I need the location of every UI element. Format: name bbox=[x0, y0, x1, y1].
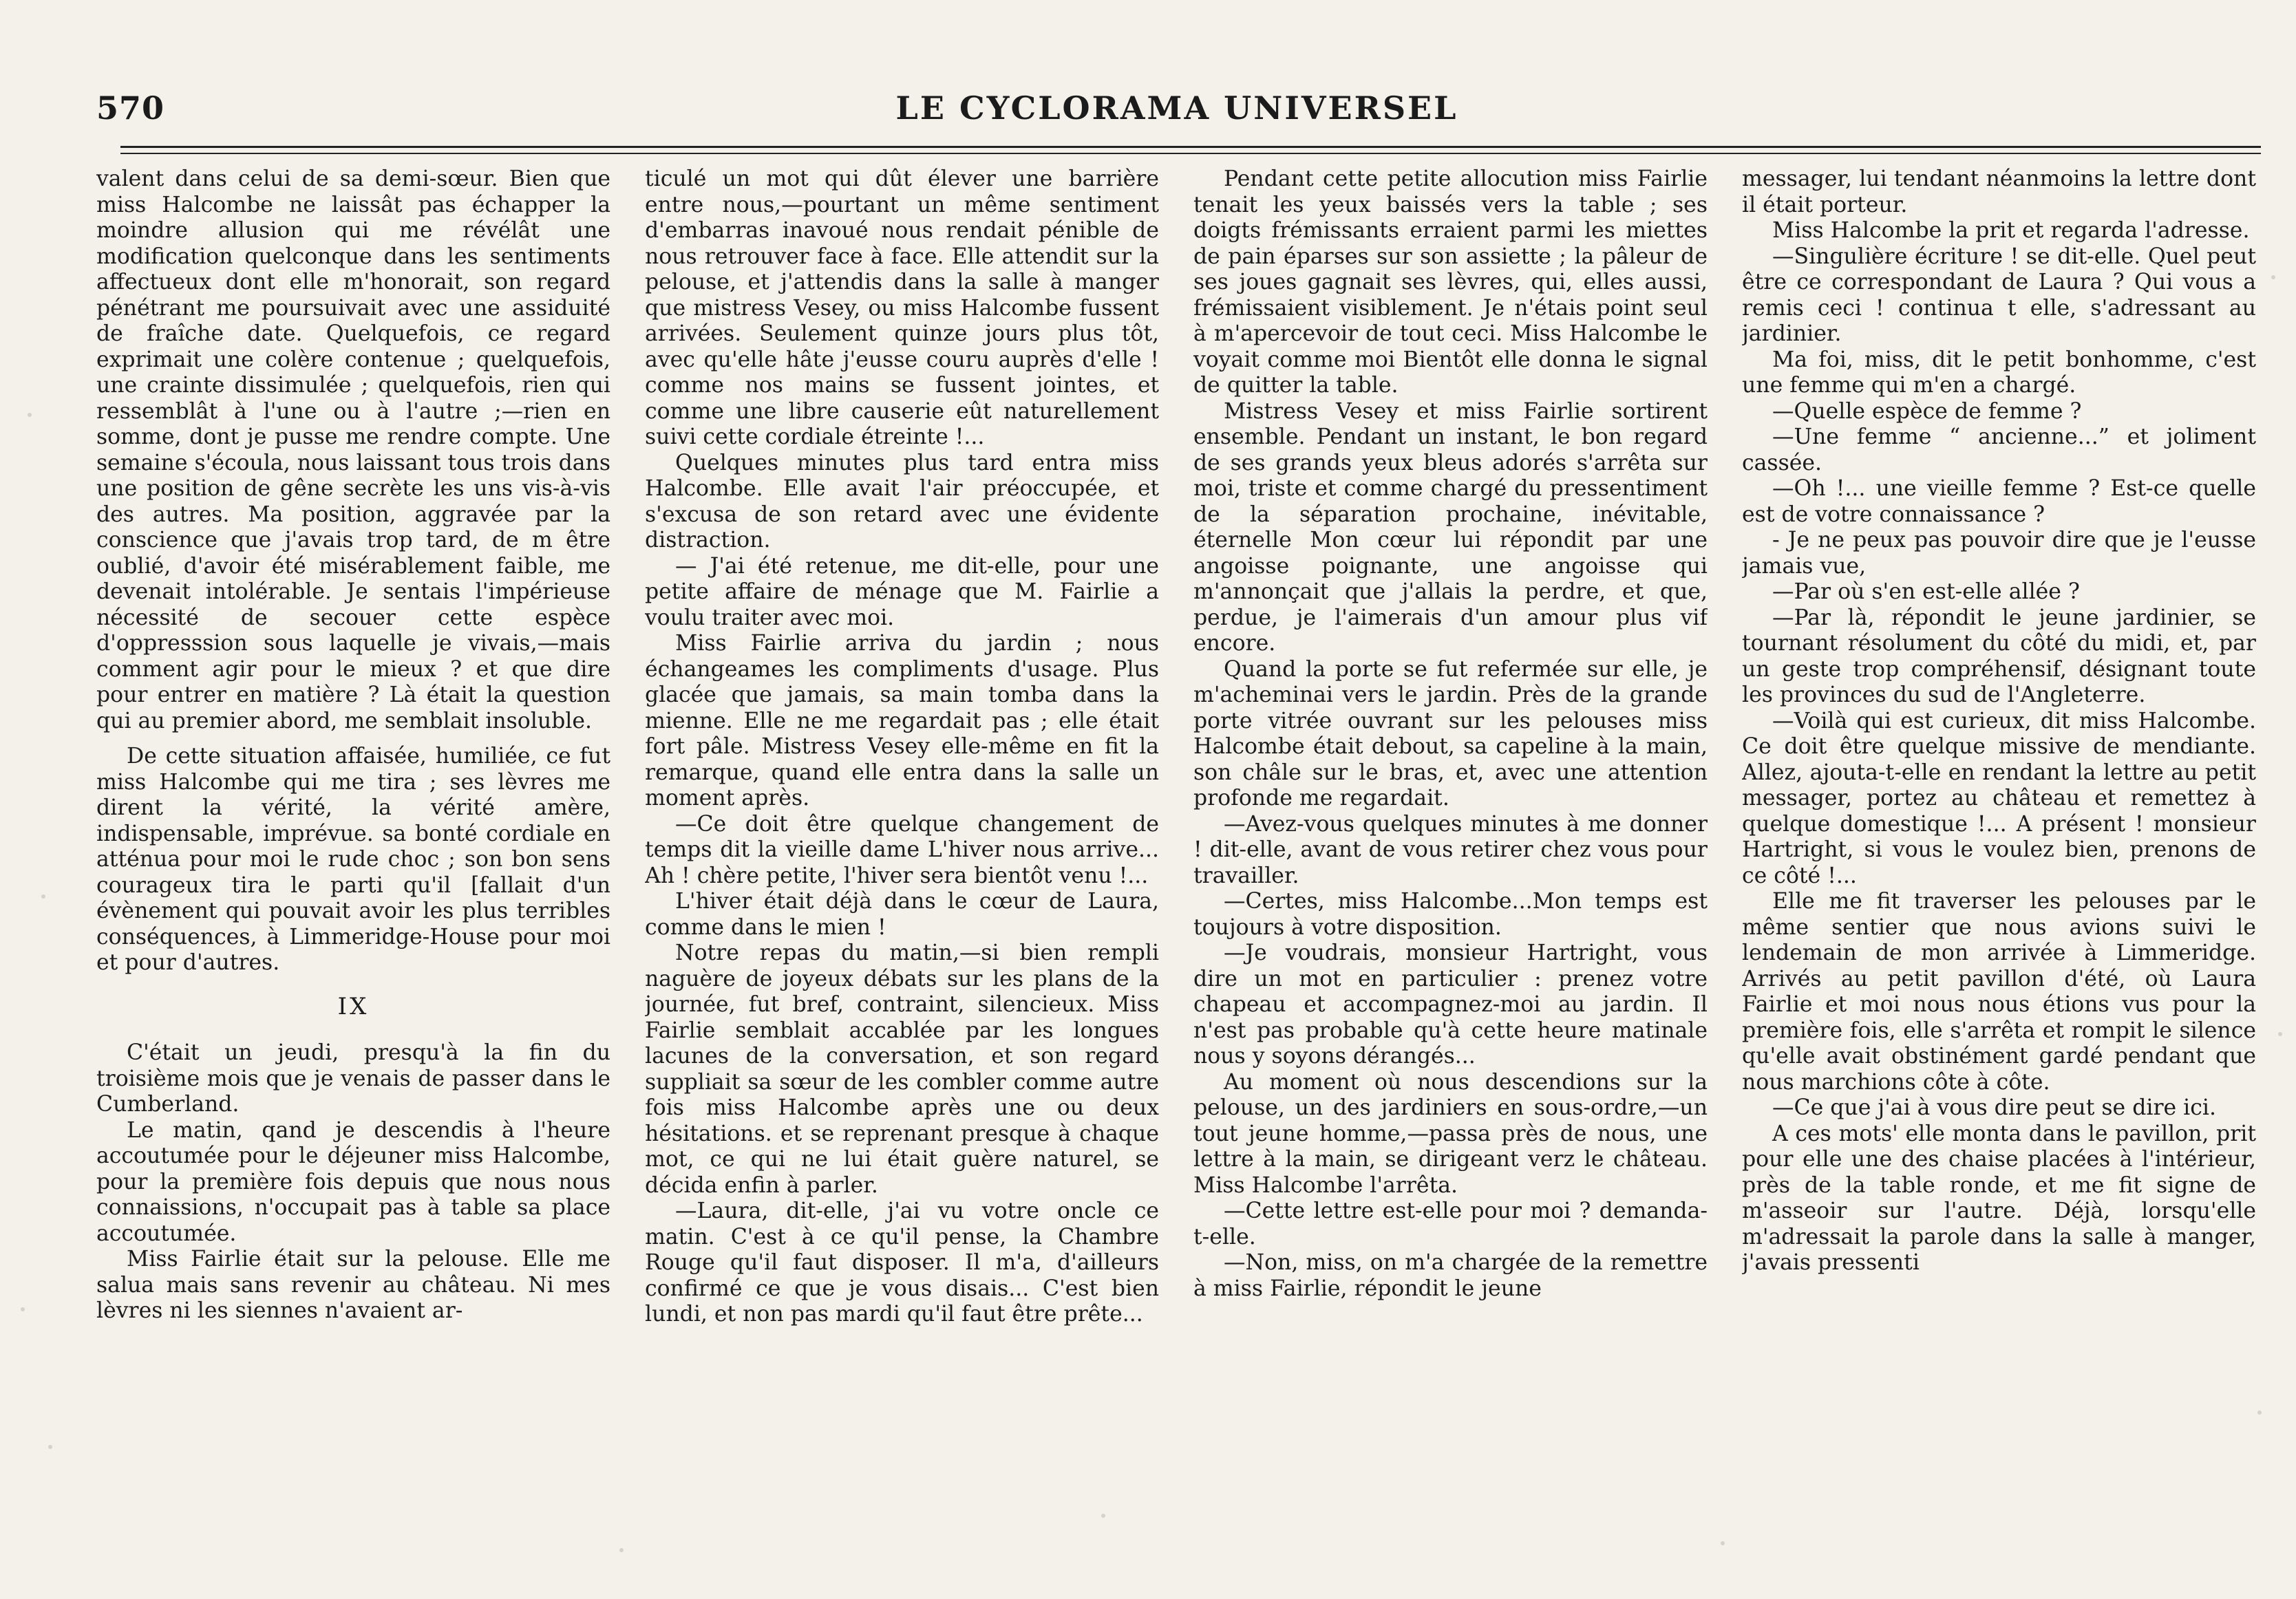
paper-speck bbox=[28, 413, 32, 417]
paragraph: Notre repas du matin,—si bien rempli naguère de joyeux débats sur les plans de la journée, fut bref, contraint, silencieux. Miss Fairlie semblait accablée par les longues lacunes de la conversation, et son regard suppliait sa sœur de les combler comme autre fois miss Halcombe après une ou deux hésitations. et se reprenant presque à chaque mot, ce qui ne lui était guère naturel, se décida enfin à parler. bbox=[645, 941, 1159, 1198]
paper-speck bbox=[619, 1548, 624, 1552]
journal-title: LE CYCLORAMA UNIVERSEL bbox=[895, 89, 1458, 127]
paper-speck bbox=[1101, 1514, 1105, 1518]
paper-speck bbox=[2278, 1032, 2282, 1036]
column-3 bbox=[1193, 167, 1708, 1460]
paragraph: —Ce doit être quelque changement de temps dit la vieille dame L'hiver nous arrive... Ah ! chère petite, l'hiver sera bientôt venu !... bbox=[645, 811, 1159, 888]
paragraph: —Voilà qui est curieux, dit miss Halcombe. Ce doit être quelque missive de mendiante. Allez, ajouta-t-elle en rendant la lettre au petit messager, portez au château et remettez à quelque domestique !... A présent ! monsieur Hartright, si vous le voulez bien, prenons de ce côté !... bbox=[1742, 708, 2256, 888]
paragraph: Miss Halcombe la prit et regarda l'adresse. bbox=[1772, 218, 2250, 243]
paper-speck bbox=[41, 894, 45, 899]
paragraph: valent dans celui de sa demi-sœur. Bien que miss Halcombe ne laissât pas échapper la moindre allusion qui me révélât une modification quelconque dans les sentiments affectueux dont elle m'honorait, son regard pénétrant me poursuivait avec une assiduité de fraîche date. Quelquefois, ce regard exprimait une colère contenue ; quelquefois, une crainte dissimulée ; quelquefois, rien qui ressemblât à l'une ou à l'autre ;—rien en somme, dont je pusse me rendre compte. Une semaine s'écoula, nous laissant tous trois dans une position de gêne secrète les uns vis-à-vis des autres. Ma position, aggravée par la conscience que j'avais trop tard, de m être oublié, d'avoir été misérablement faible, me devenait intolérable. Je sentais l'impérieuse nécessité de secouer cette espèce d'oppresssion sous laquelle je vivais,—mais comment agir pour le mieux ? et que dire pour entrer en matière ? Là était la question qui au premier abord, me semblait insoluble. bbox=[96, 167, 610, 733]
paragraph: —Cette lettre est-elle pour moi ? demanda-t-elle. bbox=[1193, 1199, 1708, 1249]
column-1 bbox=[96, 167, 610, 1460]
paragraph: — J'ai été retenue, me dit-elle, pour une petite affaire de ménage que M. Fairlie a voulu traiter avec moi. bbox=[645, 553, 1159, 630]
paper-speck bbox=[2257, 1410, 2262, 1415]
paper-speck bbox=[2271, 275, 2275, 279]
paragraph: —Une femme “ ancienne...” et joliment cassée. bbox=[1742, 425, 2256, 475]
page-header bbox=[96, 89, 2257, 144]
paragraph: Au moment où nous descendions sur la pelouse, un des jardiniers en sous-ordre,—un tout jeune homme,—passa près de nous, une lettre à la main, se dirigeant verz le château. Miss Halcombe l'arrêta. bbox=[1193, 1069, 1708, 1198]
column-2 bbox=[645, 167, 1159, 1460]
paragraph: —Singulière écriture ! se dit-elle. Quel peut être ce correspondant de Laura ? Qui vous a remis ceci ! continua t elle, s'adressant au jardinier. bbox=[1742, 244, 2256, 346]
paragraph: —Quelle espèce de femme ? bbox=[1772, 398, 2082, 424]
paper-speck bbox=[48, 1445, 52, 1449]
paragraph: Quelques minutes plus tard entra miss Halcombe. Elle avait l'air préoccupée, et s'excusa de son retard avec une évidente distraction. bbox=[645, 450, 1159, 552]
paragraph: Pendant cette petite allocution miss Fairlie tenait les yeux baissés vers la table ; ses doigts frémissants erraient parmi les miettes de pain éparses sur son assiette ; la pâleur de ses joues gagnait ses lèvres, qui, elles aussi, frémissaient visiblement. Je n'étais point seul à m'apercevoir de tout ceci. Miss Halcombe le voyait comme moi Bientôt elle donna le signal de quitter la table. bbox=[1193, 167, 1708, 398]
paragraph: Mistress Vesey et miss Fairlie sortirent ensemble. Pendant un instant, le bon regard de ses grands yeux bleus adorés s'arrêta sur moi, triste et comme chargé du pressentiment de la séparation prochaine, inévitable, éternelle Mon cœur lui répondit par une angoisse poignante, une angoisse qui m'annonçait que j'allais la perdre, et que, perdue, je l'aimerais d'un amour plus vif encore. bbox=[1193, 398, 1708, 656]
text-columns bbox=[96, 167, 2257, 1460]
paper-speck bbox=[21, 1307, 25, 1311]
paragraph: Ma foi, miss, dit le petit bonhomme, c'est une femme qui m'en a chargé. bbox=[1742, 347, 2256, 398]
paragraph: messager, lui tendant néanmoins la lettre dont il était porteur. bbox=[1742, 167, 2256, 217]
paragraph: L'hiver était déjà dans le cœur de Laura, comme dans le mien ! bbox=[645, 889, 1159, 940]
paragraph: Miss Fairlie était sur la pelouse. Elle me salua mais sans revenir au château. Ni mes lèvres ni les siennes n'avaient ar- bbox=[96, 1247, 610, 1323]
paragraph: C'était un jeudi, presqu'à la fin du troisième mois que je venais de passer dans le Cumberland. bbox=[96, 1040, 610, 1117]
page-number: 570 bbox=[96, 89, 165, 127]
paragraph: —Par où s'en est-elle allée ? bbox=[1772, 579, 2080, 604]
paragraph: —Laura, dit-elle, j'ai vu votre oncle ce matin. C'est à ce qu'il pense, la Chambre Rouge qu'il faut disposer. Il m'a, d'ailleurs confirmé ce que je vous disais... C'est bien lundi, et non pas mardi qu'il faut être prête... bbox=[645, 1199, 1159, 1327]
header-rule-thick bbox=[120, 146, 2261, 148]
paragraph: ticulé un mot qui dût élever une barrière entre nous,—pourtant un même sentiment d'embarras inavoué nous rendait pénible de nous retrouver face à face. Elle attendit sur la pelouse, et j'attendis dans la salle à manger que mistress Vesey, ou miss Halcombe fussent arrivées. Seulement quinze jours plus tôt, avec qu'elle hâte j'eusse couru auprès d'elle ! comme nos mains se fussent jointes, et comme une libre causerie eût naturellement suivi cette cordiale étreinte !... bbox=[645, 167, 1159, 449]
column-4 bbox=[1742, 167, 2256, 1460]
chapter-heading: IX bbox=[337, 992, 370, 1020]
paragraph: - Je ne peux pas pouvoir dire que je l'eusse jamais vue, bbox=[1742, 528, 2256, 579]
paragraph: Le matin, qand je descendis à l'heure accoutumée pour le déjeuner miss Halcombe, pour la première fois depuis que nous nous connaissions, n'occupait pas à table sa place accoutumée. bbox=[96, 1117, 610, 1246]
paragraph: —Avez-vous quelques minutes à me donner ! dit-elle, avant de vous retirer chez vous pour travailler. bbox=[1193, 811, 1708, 888]
paragraph: —Je voudrais, monsieur Hartright, vous dire un mot en particulier : prenez votre chapeau et accompagnez-moi au jardin. Il n'est pas probable qu'à cette heure matinale nous y soyons dérangés... bbox=[1193, 941, 1708, 1069]
paragraph: —Ce que j'ai à vous dire peut se dire ici. bbox=[1772, 1095, 2216, 1120]
paragraph: De cette situation affaisée, humiliée, ce fut miss Halcombe qui me tira ; ses lèvres me dirent la vérité, la vérité amère, indispensable, imprévue. sa bonté cordiale en atténua pour moi le rude choc ; son bon sens courageux tira le parti qu'il [fallait d'un évènement qui pouvait avoir les plus terribles conséquences, à Limmeridge-House pour moi et pour d'autres. bbox=[96, 744, 610, 975]
paragraph: —Non, miss, on m'a chargée de la remettre à miss Fairlie, répondit le jeune bbox=[1193, 1250, 1708, 1301]
header-rule-thin bbox=[120, 153, 2261, 154]
paragraph: Miss Fairlie arriva du jardin ; nous échangeames les compliments d'usage. Plus glacée que jamais, sa main tomba dans la mienne. Elle ne me regardait pas ; elle était fort pâle. Mistress Vesey elle-même en fit la remarque, quand elle entra dans la salle un moment après. bbox=[645, 631, 1159, 811]
paragraph: —Oh !... une vieille femme ? Est-ce quelle est de votre connaissance ? bbox=[1742, 476, 2256, 527]
paragraph: —Par là, répondit le jeune jardinier, se tournant résolument du côté du midi, et, par un geste trop compréhensif, désignant toute les provinces du sud de l'Angleterre. bbox=[1742, 605, 2256, 707]
paper-speck bbox=[1721, 1541, 1725, 1545]
paragraph: A ces mots' elle monta dans le pavillon, prit pour elle une des chaise placées à l'intérieur, près de la table ronde, et me fit signe de m'asseoir sur l'autre. Déjà, lorsqu'elle m'adressait la parole dans la salle à manger, j'avais pressenti bbox=[1742, 1121, 2256, 1275]
paragraph: —Certes, miss Halcombe...Mon temps est toujours à votre disposition. bbox=[1193, 889, 1708, 940]
paragraph: Elle me fit traverser les pelouses par le même sentier que nous avions suivi le lendemain de mon arrivée à Limmeridge. Arrivés au petit pavillon d'été, où Laura Fairlie et moi nous nous étions vus pour la première fois, elle s'arrêta et rompit le silence qu'elle avait obstinément gardé pendant que nous marchions côte à côte. bbox=[1742, 889, 2256, 1095]
paragraph: Quand la porte se fut refermée sur elle, je m'acheminai vers le jardin. Près de la grande porte vitrée ouvrant sur les pelouses miss Halcombe était debout, sa capeline à la main, son châle sur le bras, et, avec une attention profonde me regardait. bbox=[1193, 656, 1708, 811]
